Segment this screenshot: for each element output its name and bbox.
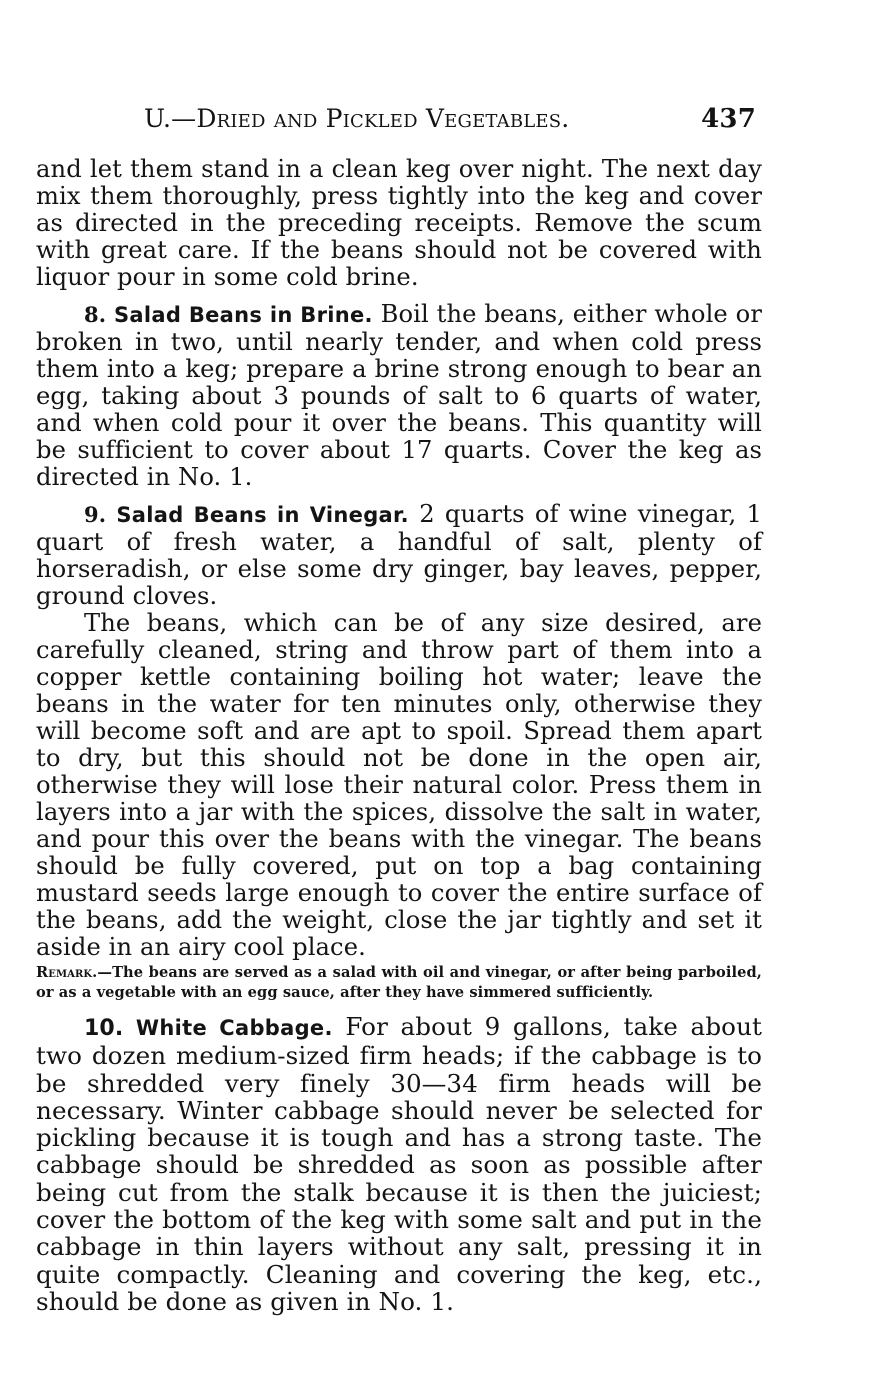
- section-9-paragraph: [36, 501, 762, 610]
- body-text: [36, 156, 762, 1315]
- section-9-continued-paragraph: The beans, which can be of any size desired, are carefully cleaned, string and throw part of them into a copper kettle containing boiling hot water; leave the beans in the water for ten minutes only, otherwise they will become soft and are apt to spoil. Spread them apart to dry, but this should not be done in the open air, otherwise they will lose their natural color. Press them in layers into a jar with the spices, dissolve the salt in water, and pour this over the beans with the vinegar. The beans should be fully covered, put on top a bag containing mustard seeds large enough to cover the entire surface of the beans, add the weight, close the jar tightly and set it aside in an airy cool place.: [36, 609, 762, 961]
- section-10-number: 10.: [84, 1016, 124, 1041]
- running-title: U.—Dried and Pickled Vegetables.: [144, 104, 570, 133]
- continuation-paragraph: and let them stand in a clean keg over night. The next day mix them thoroughly, press tightly into the keg and cover as directed in the preceding receipts. Remove the scum with great care. If the beans should not be covered with liquor pour in some cold brine.: [36, 155, 762, 291]
- section-10-title: White Cabbage.: [135, 1016, 333, 1040]
- section-9-text: 2 quarts of wine vinegar, 1 quart of fresh water, a handful of salt, plenty of horseradish, or else some dry ginger, bay leaves, pepper, ground cloves.: [36, 500, 763, 610]
- remark-label: Remark.: [36, 964, 98, 981]
- section-8-salad-beans-in-brine: [36, 301, 762, 491]
- section-9-remark: [36, 963, 762, 1003]
- remark-text: —The beans are served as a salad with oil and vinegar, or after being parboiled, or as a vegetable with an egg sauce, after they have simmered sufficiently.: [36, 964, 762, 1001]
- running-head: [36, 104, 762, 140]
- section-8-title: Salad Beans in Brine.: [113, 303, 373, 327]
- section-9-title: Salad Beans in Vinegar.: [116, 503, 409, 527]
- page-number: 437: [701, 104, 756, 134]
- section-9-salad-beans-in-vinegar: [36, 501, 762, 1003]
- section-9-number: 9.: [84, 502, 107, 527]
- section-8-text: Boil the beans, either whole or broken in two, until nearly tender, and when cold press them into a keg; prepare a brine strong enough to bear an egg, taking about 3 pounds of salt to 6 quarts of water, and when cold pour it over the beans. This quantity will be sufficient to cover about 17 quarts. Cover the keg as directed in No. 1.: [36, 300, 762, 491]
- section-10-paragraph: [36, 1013, 762, 1315]
- book-page: [36, 104, 762, 1315]
- section-10-text: For about 9 gallons, take about two dozen medium-sized firm heads; if the cabbage is to be shredded very finely 30—34 firm heads will be necessary. Winter cabbage should never be selected for pickling because it is tough and has a strong taste. The cabbage should be shredded as soon as possible after being cut from the stalk because it is then the juiciest; cover the bottom of the keg with some salt and put in the cabbage in thin layers without any salt, pressing it in quite compactly. Cleaning and covering the keg, etc., should be done as given in No. 1.: [36, 1012, 762, 1316]
- section-8-paragraph: [36, 301, 762, 491]
- section-8-number: 8.: [84, 302, 107, 327]
- section-10-white-cabbage: [36, 1013, 762, 1315]
